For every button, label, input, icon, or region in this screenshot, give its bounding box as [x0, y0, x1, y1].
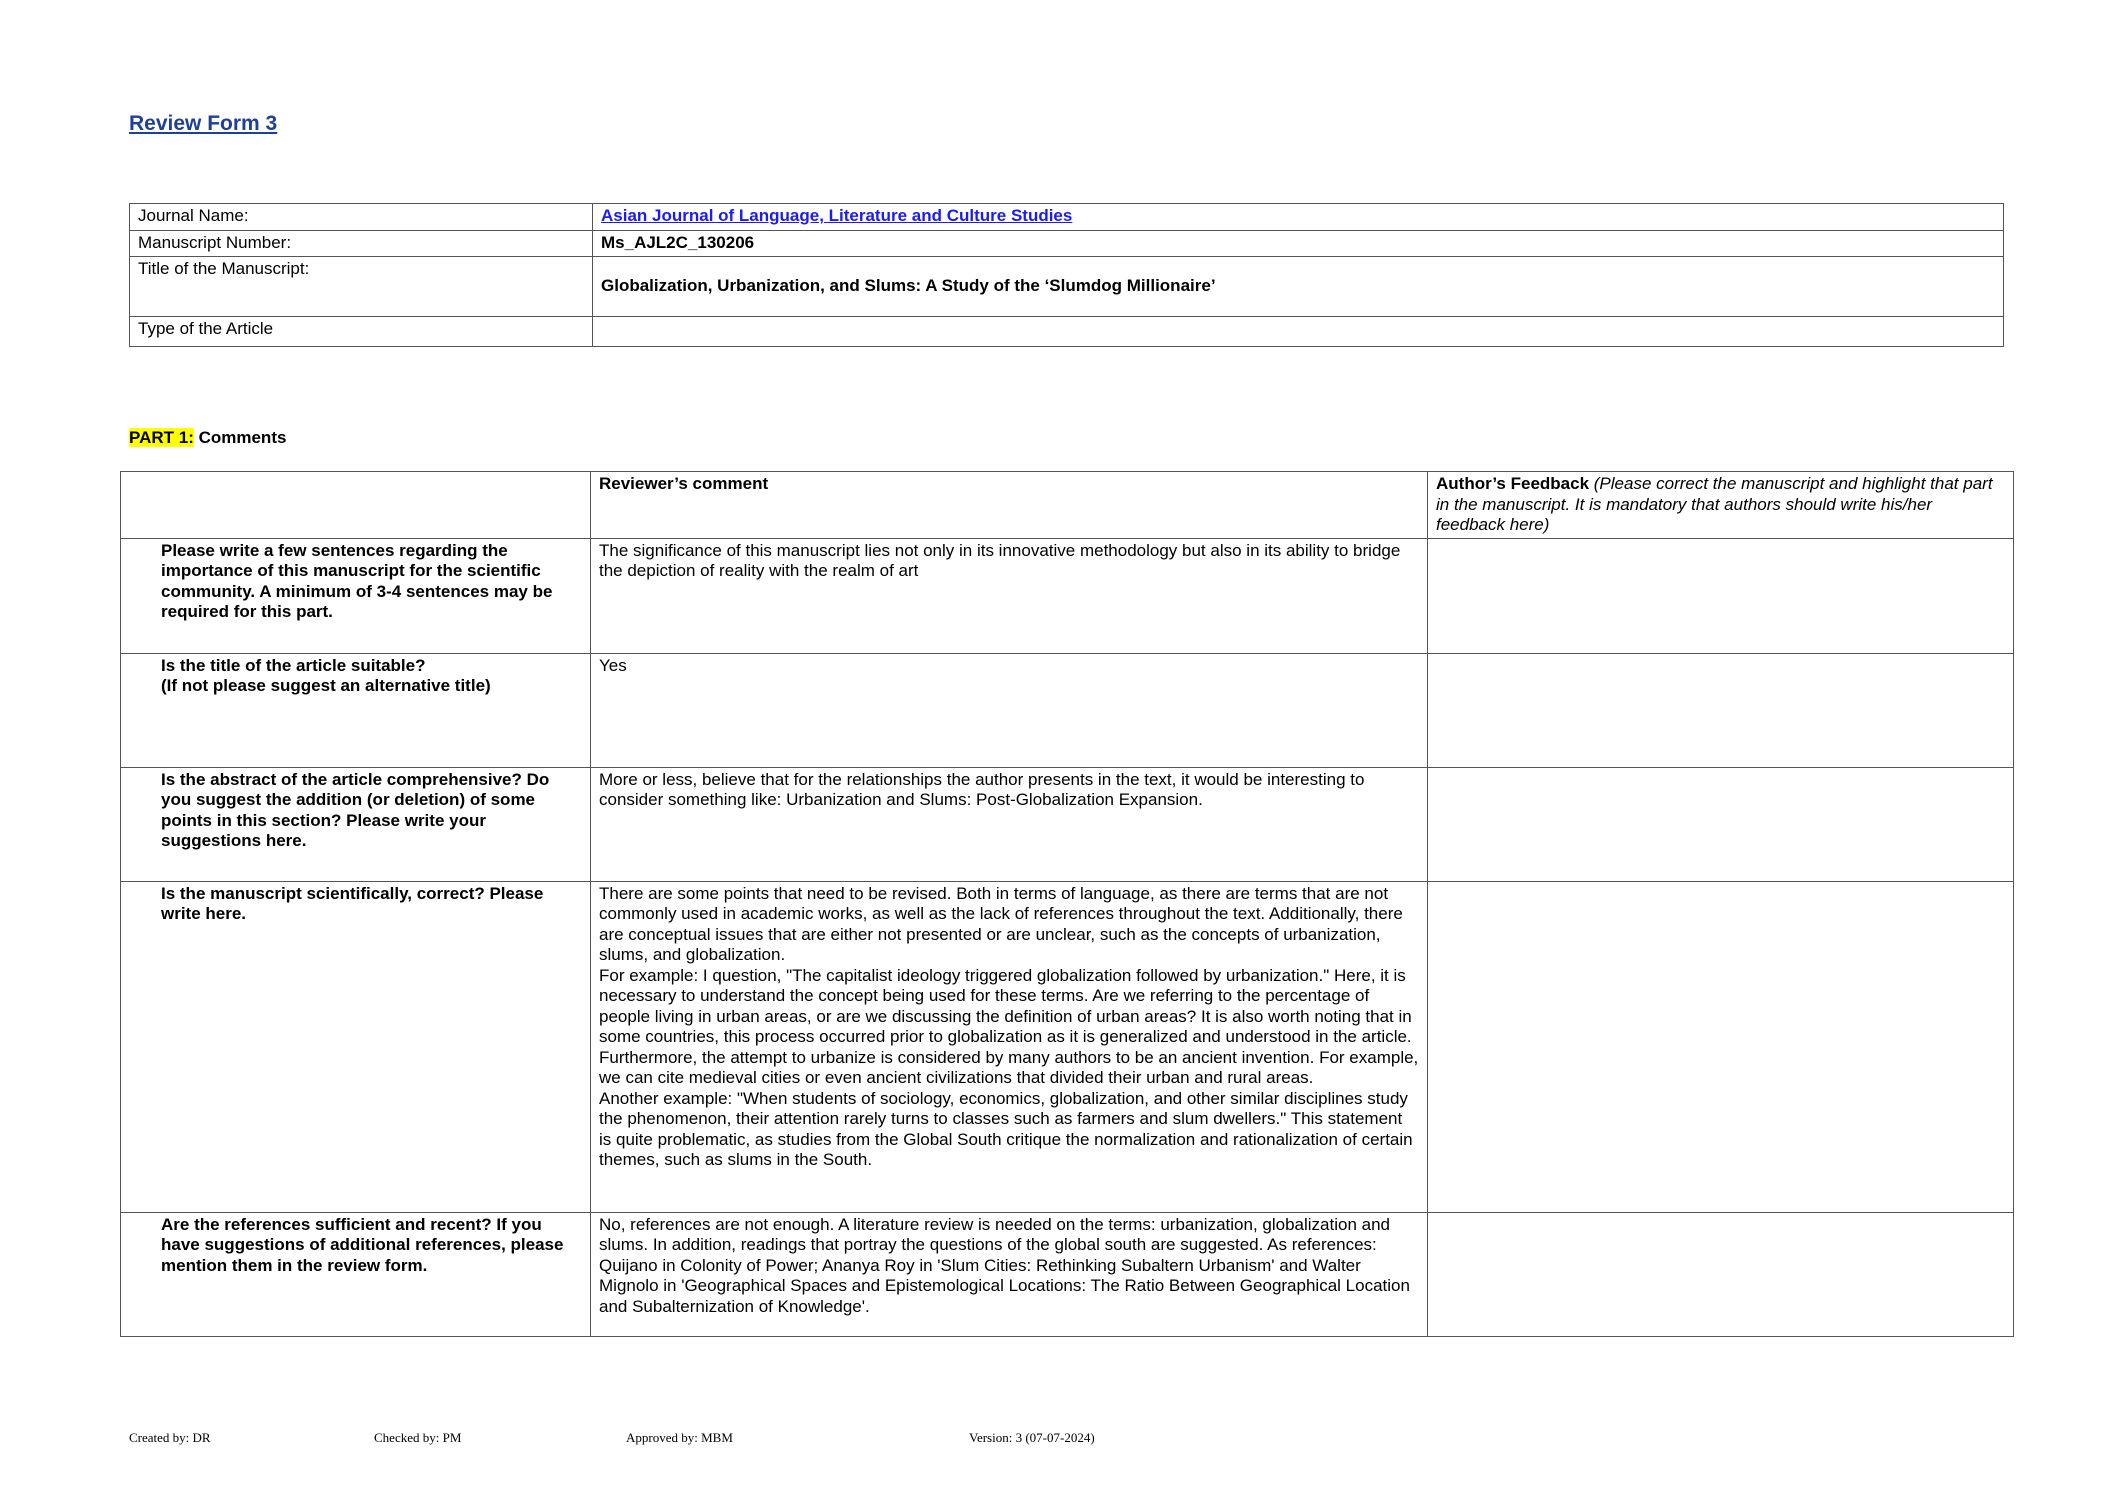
author-feedback[interactable]: [1428, 538, 2014, 653]
manuscript-info-table: [129, 203, 2004, 347]
comment-paragraph: Another example: "When students of sociology, economics, globalization, and other similar disciplines study the phenomenon, their attention rarely turns to classes such as farmers and slum dwellers." This statement is quite problematic, as studies from the Global South critique the normalization and rationalization of certain themes, such as slums in the South.: [599, 1088, 1413, 1169]
table-row: [121, 653, 2014, 767]
question: Please write a few sentences regarding the importance of this manuscript for the scientific community. A minimum of 3-4 sentences may be required for this part.: [121, 538, 591, 653]
page-title: Review Form 3: [129, 112, 278, 135]
part-heading: [129, 428, 286, 449]
table-row: [121, 767, 2014, 881]
header-author-label: Author’s Feedback: [1436, 474, 1590, 493]
author-feedback[interactable]: [1428, 1212, 2014, 1336]
article-type: [593, 317, 2004, 347]
manuscript-label: Manuscript Number:: [130, 231, 593, 257]
comment-paragraph: There are some points that need to be revised. Both in terms of language, as there are terms that are not commonly used in academic works, as well as the lack of references throughout the text. Additionally, there are conceptual issues that are either not presented or are unclear, such as the concepts of urbanization, slums, and globalization.: [599, 883, 1403, 964]
comments-table: [120, 471, 2014, 1337]
footer-checked: Checked by: PM: [374, 1430, 462, 1445]
table-row: [121, 881, 2014, 1212]
manuscript-number: Ms_AJL2C_130206: [593, 231, 2004, 257]
header-author-note: (Please correct the manuscript and highlight that part in the manuscript. It is mandatory that authors should write his/her feedback here): [1436, 474, 1993, 534]
comment-paragraph: No, references are not enough. A literature review is needed on the terms: urbanization, globalization and slums. In addition, readings that portray the questions of the global south are suggested. As references: Quijano in Colonity of Power; Ananya Roy in 'Slum Cities: Rethinking Subaltern Urbanism' and Walter Mignolo in 'Geographical Spaces and Epistemological Locations: The Ratio Between Geographical Location and Subalternization of Knowledge'.: [599, 1214, 1410, 1316]
question: Are the references sufficient and recent? If you have suggestions of additional references, please mention them in the review form.: [121, 1212, 591, 1336]
comment-paragraph: The significance of this manuscript lies not only in its innovative methodology but also in its ability to bridge the depiction of reality with the realm of art: [599, 540, 1401, 580]
header-author: [1428, 472, 2014, 539]
footer-created: Created by: DR: [129, 1430, 211, 1445]
author-feedback[interactable]: [1428, 881, 2014, 1212]
comment-paragraph: For example: I question, "The capitalist ideology triggered globalization followed by urbanization." Here, it is necessary to understand the concept being used for these terms. Are we referring to the percentage of people living in urban areas, or are we discussing the definition of urban areas? It is also worth noting that in some countries, this process occurred prior to globalization as it is generalized and understood in the article. Furthermore, the attempt to urbanize is considered by many authors to be an ancient invention. For example, we can cite medieval cities or even ancient civilizations that divided their urban and rural areas.: [599, 965, 1419, 1087]
author-feedback[interactable]: [1428, 767, 2014, 881]
question: Is the abstract of the article comprehensive? Do you suggest the addition (or deletion) of some points in this section? Please write your suggestions here.: [121, 767, 591, 881]
reviewer-comment: [591, 881, 1428, 1212]
journal-link[interactable]: Asian Journal of Language, Literature and Culture Studies: [601, 206, 1073, 225]
reviewer-comment: [591, 1212, 1428, 1336]
reviewer-comment: [591, 767, 1428, 881]
reviewer-comment: [591, 653, 1428, 767]
header-reviewer: Reviewer’s comment: [591, 472, 1428, 539]
comment-paragraph: More or less, believe that for the relationships the author presents in the text, it would be interesting to consider something like: Urbanization and Slums: Post-Globalization Expansion.: [599, 769, 1365, 809]
part-title: Comments: [193, 428, 287, 447]
comment-paragraph: Yes: [599, 655, 627, 675]
header-empty: [121, 472, 591, 539]
question: Is the title of the article suitable? (If not please suggest an alternative title): [121, 653, 591, 767]
table-row: [121, 1212, 2014, 1336]
part-label: PART 1:: [129, 428, 194, 447]
footer-version: Version: 3 (07-07-2024): [969, 1430, 1095, 1445]
type-label: Type of the Article: [130, 317, 593, 347]
question: Is the manuscript scientifically, correct? Please write here.: [121, 881, 591, 1212]
reviewer-comment: [591, 538, 1428, 653]
footer-approved: Approved by: MBM: [626, 1430, 733, 1445]
table-row: [121, 538, 2014, 653]
journal-label: Journal Name:: [130, 204, 593, 231]
title-label: Title of the Manuscript:: [130, 257, 593, 317]
manuscript-title: Globalization, Urbanization, and Slums: A Study of the ‘Slumdog Millionaire’: [593, 257, 2004, 317]
author-feedback[interactable]: [1428, 653, 2014, 767]
